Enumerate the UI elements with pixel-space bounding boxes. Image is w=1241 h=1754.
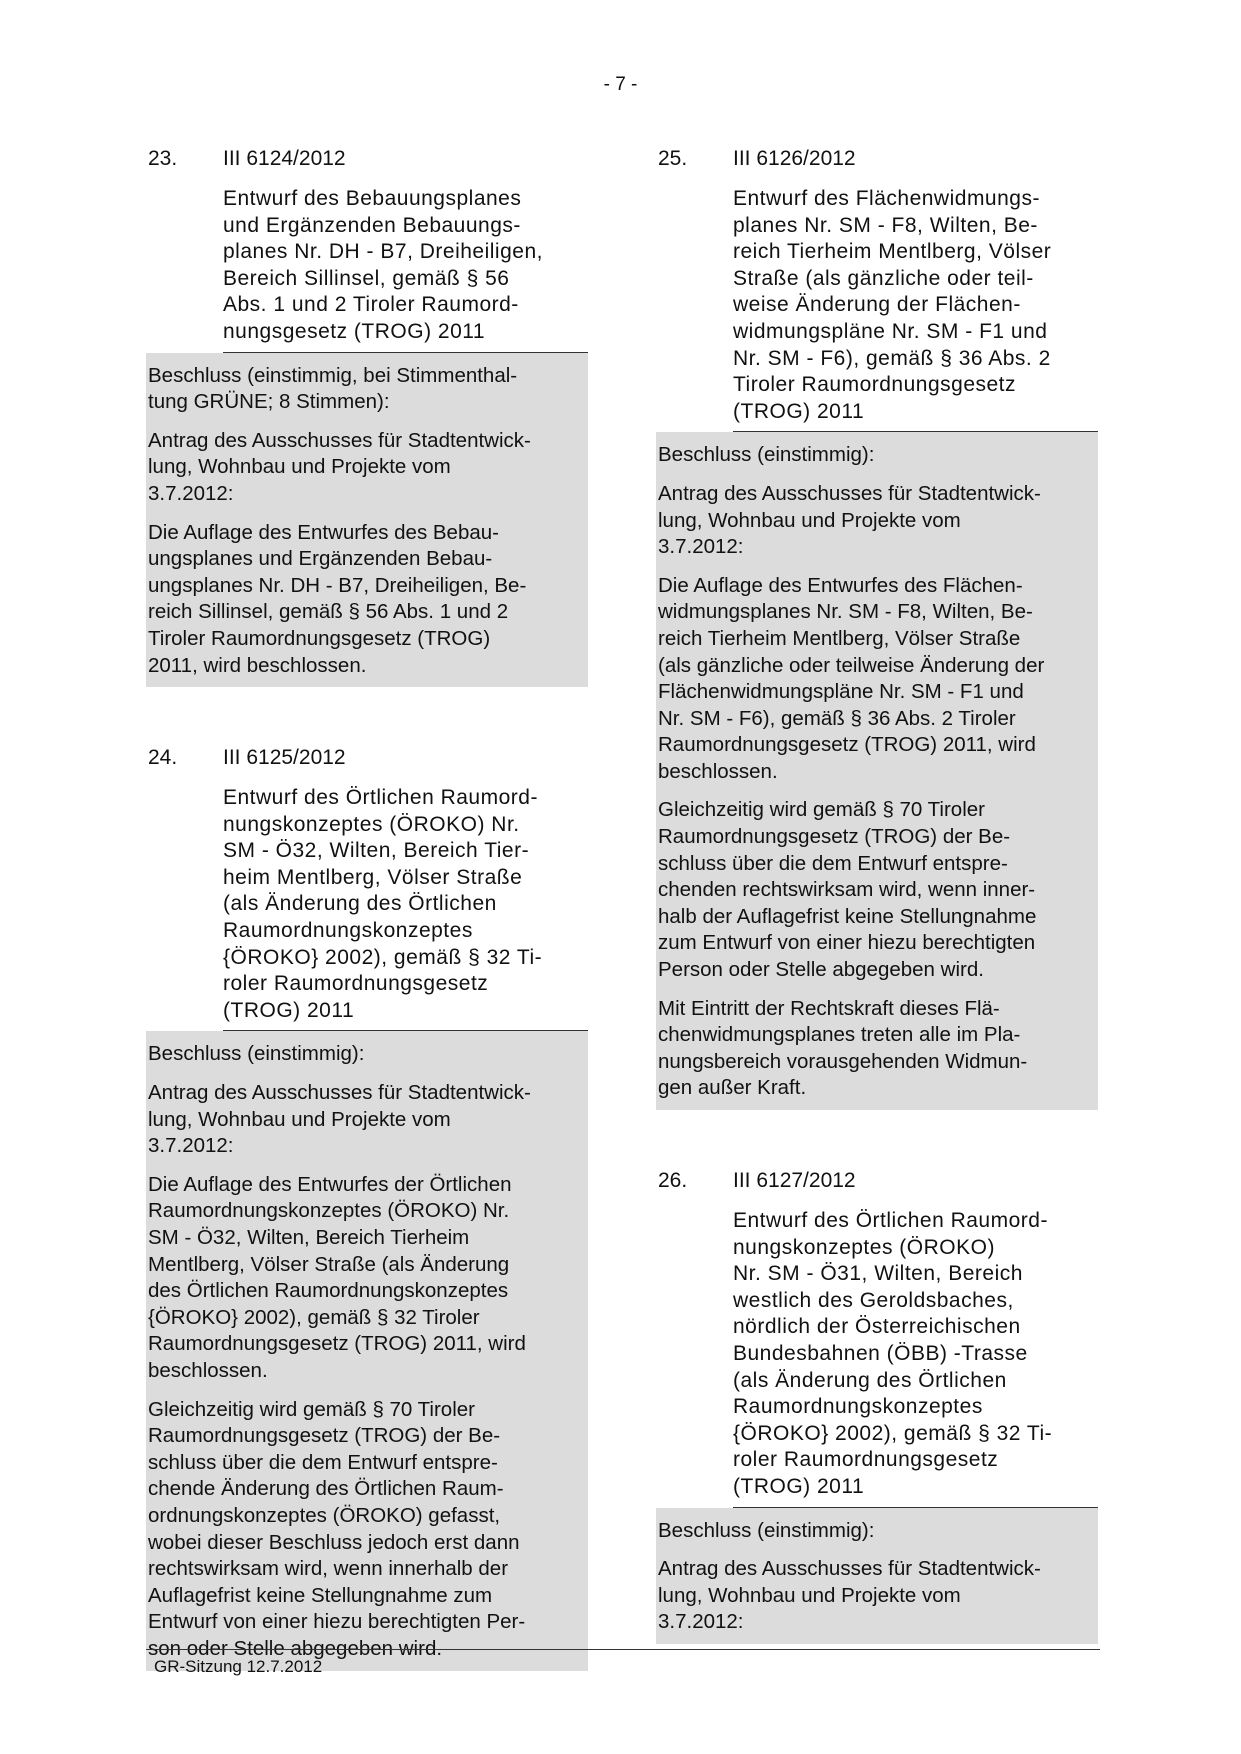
title-line: Abs. 1 und 2 Tiroler Raumord-	[223, 293, 519, 317]
title-line: Bundesbahnen (ÖBB) -Trasse	[733, 1341, 1028, 1365]
item-number: 26.	[658, 1169, 688, 1192]
item-reference: III 6126/2012	[733, 147, 856, 170]
item-title	[223, 186, 588, 353]
title-line: Tiroler Raumordnungsgesetz	[733, 373, 1017, 397]
resolution-paragraph	[658, 1518, 1094, 1545]
title-line: Entwurf des Bebauungsplanes	[223, 187, 522, 210]
item-header	[146, 745, 588, 771]
title-line: widmungspläne Nr. SM - F1 und	[733, 319, 1048, 343]
title-line: roler Raumordnungsgesetz	[223, 972, 489, 996]
paragraph-line: ungsplanes Nr. DH - B7, Dreiheiligen, Be-	[148, 573, 527, 597]
resolution-box	[146, 353, 588, 688]
item-number: 25.	[658, 147, 688, 170]
paragraph-line: Beschluss (einstimmig):	[148, 1042, 365, 1066]
paragraph-line: Raumordnungsgesetz (TROG) 2011, wird	[148, 1332, 526, 1356]
title-line: Straße (als gänzliche oder teil-	[733, 266, 1034, 290]
paragraph-line: Beschluss (einstimmig):	[658, 443, 875, 467]
paragraph-line: 3.7.2012:	[658, 535, 744, 559]
item-reference: III 6124/2012	[223, 147, 346, 170]
item-reference: III 6127/2012	[733, 1169, 856, 1192]
title-line: nördlich der Österreichischen	[733, 1315, 1021, 1339]
paragraph-line: zum Entwurf von einer hiezu berechtigten	[658, 931, 1036, 955]
paragraph-line: Die Auflage des Entwurfes der Örtlichen	[148, 1172, 512, 1196]
left-column	[146, 146, 588, 1729]
footer-text: GR-Sitzung 12.7.2012	[154, 1657, 323, 1676]
title-line: Nr. SM - F6), gemäß § 36 Abs. 2	[733, 346, 1051, 370]
resolution-paragraph	[658, 797, 1094, 983]
paragraph-line: Die Auflage des Entwurfes des Bebau-	[148, 520, 499, 544]
paragraph-line: Auflagefrist keine Stellungnahme zum	[148, 1583, 493, 1607]
item-title	[733, 186, 1098, 432]
agenda-item-25	[656, 146, 1098, 1110]
paragraph-line: 3.7.2012:	[658, 1610, 744, 1634]
paragraph-line: chenden rechtswirksam wird, wenn inner-	[658, 878, 1036, 902]
resolution-paragraph	[658, 573, 1094, 786]
title-line: westlich des Geroldsbaches,	[733, 1288, 1014, 1312]
paragraph-line: Mit Eintritt der Rechtskraft dieses Flä-	[658, 996, 1000, 1020]
paragraph-line: halb der Auflagefrist keine Stellungnahme	[658, 904, 1037, 928]
paragraph-line: chende Änderung des Örtlichen Raum-	[148, 1477, 504, 1501]
title-line: roler Raumordnungsgesetz	[733, 1448, 999, 1472]
title-line: planes Nr. SM - F8, Wilten, Be-	[733, 213, 1038, 237]
item-number: 23.	[148, 147, 178, 170]
agenda-item-26	[656, 1168, 1098, 1644]
paragraph-line: Antrag des Ausschusses für Stadtentwick-	[658, 481, 1041, 505]
paragraph-line: 3.7.2012:	[148, 1134, 234, 1158]
resolution-paragraph	[148, 428, 584, 508]
title-line: Bereich Sillinsel, gemäß § 56	[223, 266, 510, 290]
paragraph-line: 3.7.2012:	[148, 481, 234, 505]
paragraph-line: wobei dieser Beschluss jedoch erst dann	[148, 1530, 520, 1554]
paragraph-line: Entwurf von einer hiezu berechtigten Per-	[148, 1610, 526, 1634]
agenda-item-23	[146, 146, 588, 687]
paragraph-line: nungsbereich vorausgehenden Widmun-	[658, 1049, 1028, 1073]
item-title	[223, 785, 588, 1031]
paragraph-line: lung, Wohnbau und Projekte vom	[658, 1583, 961, 1607]
paragraph-line: Gleichzeitig wird gemäß § 70 Tiroler	[658, 798, 985, 822]
resolution-box	[656, 432, 1098, 1110]
paragraph-line: Antrag des Ausschusses für Stadtentwick-	[148, 428, 531, 452]
paragraph-line: lung, Wohnbau und Projekte vom	[148, 1107, 451, 1131]
paragraph-line: (als gänzliche oder teilweise Änderung der	[658, 653, 1045, 677]
title-line: Nr. SM - Ö31, Wilten, Bereich	[733, 1262, 1023, 1286]
paragraph-line: Raumordnungsgesetz (TROG) 2011, wird	[658, 733, 1036, 757]
paragraph-line: SM - Ö32, Wilten, Bereich Tierheim	[148, 1226, 470, 1249]
resolution-paragraph	[148, 1172, 584, 1385]
title-line: Raumordnungskonzeptes	[223, 919, 473, 943]
resolution-box	[146, 1031, 588, 1670]
paragraph-line: schluss über die dem Entwurf entspre-	[148, 1450, 498, 1474]
resolution-paragraph	[148, 1080, 584, 1160]
title-line: {ÖROKO} 2002), gemäß § 32 Ti-	[733, 1421, 1053, 1445]
paragraph-line: des Örtlichen Raumordnungskonzeptes	[148, 1279, 509, 1303]
title-line: nungskonzeptes (ÖROKO) Nr.	[223, 812, 520, 836]
title-line: Entwurf des Örtlichen Raumord-	[733, 1209, 1048, 1232]
title-line: (als Änderung des Örtlichen	[223, 892, 497, 916]
paragraph-line: lung, Wohnbau und Projekte vom	[658, 508, 961, 532]
resolution-paragraph	[658, 481, 1094, 561]
resolution-paragraph	[148, 1041, 584, 1068]
paragraph-line: beschlossen.	[658, 759, 778, 783]
title-line: reich Tierheim Mentlberg, Völser	[733, 240, 1052, 264]
resolution-paragraph	[658, 996, 1094, 1102]
paragraph-line: Raumordnungsgesetz (TROG) der Be-	[148, 1424, 501, 1448]
footer-divider	[146, 1649, 1100, 1650]
paragraph-line: chenwidmungsplanes treten alle im Pla-	[658, 1023, 1021, 1047]
paragraph-line: Die Auflage des Entwurfes des Flächen-	[658, 573, 1023, 597]
page-number: - 7 -	[603, 74, 638, 95]
title-line: (TROG) 2011	[733, 1474, 865, 1498]
paragraph-line: {ÖROKO} 2002), gemäß § 32 Tiroler	[148, 1305, 480, 1329]
resolution-paragraph	[658, 1556, 1094, 1636]
paragraph-line: Tiroler Raumordnungsgesetz (TROG)	[148, 626, 491, 650]
paragraph-line: schluss über die dem Entwurf entspre-	[658, 851, 1008, 875]
paragraph-line: Beschluss (einstimmig, bei Stimmenthal-	[148, 363, 518, 387]
item-header	[656, 1168, 1098, 1194]
paragraph-line: Gleichzeitig wird gemäß § 70 Tiroler	[148, 1397, 475, 1421]
agenda-item-24	[146, 745, 588, 1670]
paragraph-line: Mentlberg, Völser Straße (als Änderung	[148, 1252, 510, 1276]
paragraph-line: Raumordnungskonzeptes (ÖROKO) Nr.	[148, 1199, 510, 1223]
title-line: Entwurf des Örtlichen Raumord-	[223, 786, 538, 810]
paragraph-line: ungsplanes und Ergänzenden Bebau-	[148, 547, 493, 571]
resolution-paragraph	[148, 520, 584, 680]
title-line: (TROG) 2011	[733, 399, 865, 423]
paragraph-line: reich Sillinsel, gemäß § 56 Abs. 1 und 2	[148, 600, 509, 624]
title-line: und Ergänzenden Bebauungs-	[223, 213, 521, 237]
title-line: SM - Ö32, Wilten, Bereich Tier-	[223, 839, 530, 863]
paragraph-line: Antrag des Ausschusses für Stadtentwick-	[658, 1557, 1041, 1581]
title-line: nungskonzeptes (ÖROKO)	[733, 1235, 995, 1259]
title-line: (TROG) 2011	[223, 998, 355, 1022]
item-title	[733, 1208, 1098, 1508]
paragraph-line: Person oder Stelle abgegeben wird.	[658, 958, 984, 982]
title-line: {ÖROKO} 2002), gemäß § 32 Ti-	[223, 945, 543, 969]
resolution-paragraph	[658, 442, 1094, 469]
resolution-paragraph	[148, 1397, 584, 1663]
paragraph-line: 2011, wird beschlossen.	[148, 653, 367, 677]
title-line: heim Mentlberg, Völser Straße	[223, 865, 523, 889]
resolution-box	[656, 1508, 1098, 1644]
title-line: weise Änderung der Flächen-	[733, 293, 1021, 317]
paragraph-line: Beschluss (einstimmig):	[658, 1518, 875, 1542]
paragraph-line: son oder Stelle abgegeben wird.	[148, 1636, 443, 1660]
right-column	[656, 146, 1098, 1702]
paragraph-line: Raumordnungsgesetz (TROG) der Be-	[658, 825, 1011, 849]
paragraph-line: ordnungskonzeptes (ÖROKO) gefasst,	[148, 1503, 501, 1527]
title-line: (als Änderung des Örtlichen	[733, 1368, 1007, 1392]
paragraph-line: Nr. SM - F6), gemäß § 36 Abs. 2 Tiroler	[658, 706, 1016, 730]
item-reference: III 6125/2012	[223, 746, 346, 770]
paragraph-line: lung, Wohnbau und Projekte vom	[148, 455, 451, 479]
title-line: Entwurf des Flächenwidmungs-	[733, 187, 1040, 210]
paragraph-line: reich Tierheim Mentlberg, Völser Straße	[658, 626, 1021, 650]
title-line: planes Nr. DH - B7, Dreiheiligen,	[223, 240, 543, 264]
item-header	[146, 146, 588, 172]
paragraph-line: tung GRÜNE; 8 Stimmen):	[148, 390, 390, 414]
paragraph-line: Flächenwidmungspläne Nr. SM - F1 und	[658, 680, 1024, 704]
item-header	[656, 146, 1098, 172]
paragraph-line: rechtswirksam wird, wenn innerhalb der	[148, 1557, 509, 1581]
paragraph-line: gen außer Kraft.	[658, 1076, 807, 1100]
paragraph-line: widmungsplanes Nr. SM - F8, Wilten, Be-	[658, 600, 1033, 624]
paragraph-line: beschlossen.	[148, 1358, 268, 1382]
title-line: Raumordnungskonzeptes	[733, 1395, 983, 1419]
resolution-paragraph	[148, 363, 584, 416]
item-number: 24.	[148, 746, 178, 770]
paragraph-line: Antrag des Ausschusses für Stadtentwick-	[148, 1081, 531, 1105]
title-line: nungsgesetz (TROG) 2011	[223, 319, 486, 343]
